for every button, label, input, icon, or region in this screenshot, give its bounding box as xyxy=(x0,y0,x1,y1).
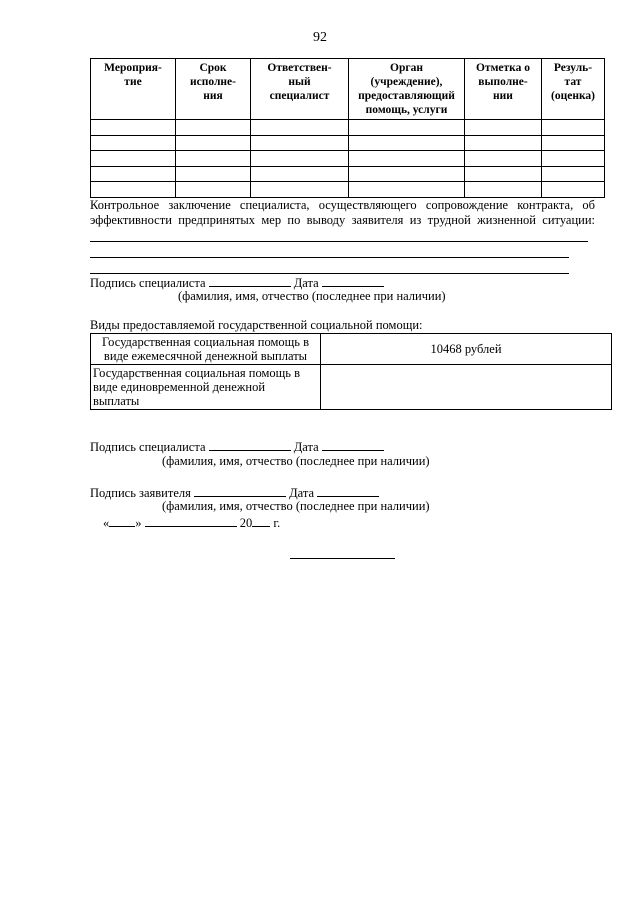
year-suffix: г. xyxy=(273,516,281,530)
plan-table-cell xyxy=(91,135,176,151)
plan-header-completion-mark: Отметка о выполне- нии xyxy=(465,59,542,120)
plan-table-cell xyxy=(91,182,176,198)
control-conclusion-line-2: эффективности предпринятых мер по выводу заявителя из трудной жизненной ситуации: xyxy=(90,213,595,227)
date-label: Дата xyxy=(293,276,319,290)
plan-table-cell xyxy=(542,135,605,151)
plan-table-row xyxy=(91,120,605,136)
plan-table-cell xyxy=(465,135,542,151)
signature-blank xyxy=(209,438,291,451)
control-conclusion-line-1: Контрольное заключение специалиста, осуществляющего сопровождение контракта, об xyxy=(90,198,595,212)
footer-rule xyxy=(290,558,395,559)
open-quote: « xyxy=(103,516,110,530)
plan-table-header-row xyxy=(91,59,605,120)
plan-header-result: Резуль- тат (оценка) xyxy=(542,59,605,120)
plan-table-row xyxy=(91,151,605,167)
date-line xyxy=(103,514,280,531)
aid-label-monthly: Государственная социальная помощь в виде ежемесячной денежной выплаты xyxy=(91,334,321,365)
plan-table-cell xyxy=(91,151,176,167)
aid-row-lump-sum xyxy=(91,365,612,410)
plan-table-cell xyxy=(542,120,605,136)
year-blank xyxy=(252,514,270,527)
signature-label: Подпись специалиста xyxy=(90,440,206,454)
plan-table-cell xyxy=(349,151,465,167)
plan-table-cell xyxy=(176,182,251,198)
name-hint-3: (фамилия, имя, отчество (последнее при наличии) xyxy=(162,499,430,513)
signature-label: Подпись заявителя xyxy=(90,486,191,500)
page-number: 92 xyxy=(313,30,327,45)
aid-types-heading: Виды предоставляемой государственной социальной помощи: xyxy=(90,318,423,332)
date-blank xyxy=(317,484,379,497)
plan-table-cell xyxy=(349,166,465,182)
plan-table-cell xyxy=(251,166,349,182)
plan-table-cell xyxy=(91,120,176,136)
plan-table-cell xyxy=(349,120,465,136)
plan-table-row xyxy=(91,135,605,151)
plan-table-cell xyxy=(251,120,349,136)
date-label: Дата xyxy=(293,440,319,454)
plan-header-organization: Орган (учреждение), предоставляющий помощь, услуги xyxy=(349,59,465,120)
name-hint-1: (фамилия, имя, отчество (последнее при наличии) xyxy=(178,289,446,303)
plan-table xyxy=(90,58,605,198)
aid-value-monthly: 10468 рублей xyxy=(321,334,612,365)
aid-label-lump-sum: Государственная социальная помощь в виде единовременной денежной выплаты xyxy=(91,365,321,410)
conclusion-blank-line-1 xyxy=(90,241,588,242)
plan-table-cell xyxy=(176,166,251,182)
aid-value-lump-sum xyxy=(321,365,612,410)
plan-table-cell xyxy=(176,135,251,151)
plan-table-cell xyxy=(176,120,251,136)
plan-header-responsible: Ответствен- ный специалист xyxy=(251,59,349,120)
date-blank xyxy=(322,438,384,451)
plan-table-cell xyxy=(465,166,542,182)
date-blank xyxy=(322,274,384,287)
plan-table-row xyxy=(91,182,605,198)
plan-table-cell xyxy=(542,166,605,182)
year-prefix: 20 xyxy=(239,516,253,530)
plan-table-cell xyxy=(465,182,542,198)
close-quote: » xyxy=(135,516,142,530)
plan-table-cell xyxy=(91,166,176,182)
name-hint-2: (фамилия, имя, отчество (последнее при наличии) xyxy=(162,454,430,468)
conclusion-blank-line-2 xyxy=(90,257,569,258)
plan-table-cell xyxy=(349,182,465,198)
plan-table-cell xyxy=(465,151,542,167)
plan-table-row xyxy=(91,166,605,182)
plan-table-cell xyxy=(542,151,605,167)
signature-line-specialist-2 xyxy=(90,438,384,455)
plan-table-cell xyxy=(251,182,349,198)
signature-blank xyxy=(194,484,286,497)
signature-blank xyxy=(209,274,291,287)
plan-header-activity: Мероприя- тие xyxy=(91,59,176,120)
date-label: Дата xyxy=(289,486,315,500)
plan-table-cell xyxy=(465,120,542,136)
aid-row-monthly xyxy=(91,334,612,365)
day-blank xyxy=(109,514,135,527)
plan-table-cell xyxy=(349,135,465,151)
plan-table-cell xyxy=(176,151,251,167)
aid-types-table xyxy=(90,333,612,410)
month-blank xyxy=(145,514,237,527)
plan-header-deadline: Срок исполне- ния xyxy=(176,59,251,120)
plan-table-cell xyxy=(251,135,349,151)
plan-table-cell xyxy=(251,151,349,167)
plan-table-cell xyxy=(542,182,605,198)
signature-label: Подпись специалиста xyxy=(90,276,206,290)
